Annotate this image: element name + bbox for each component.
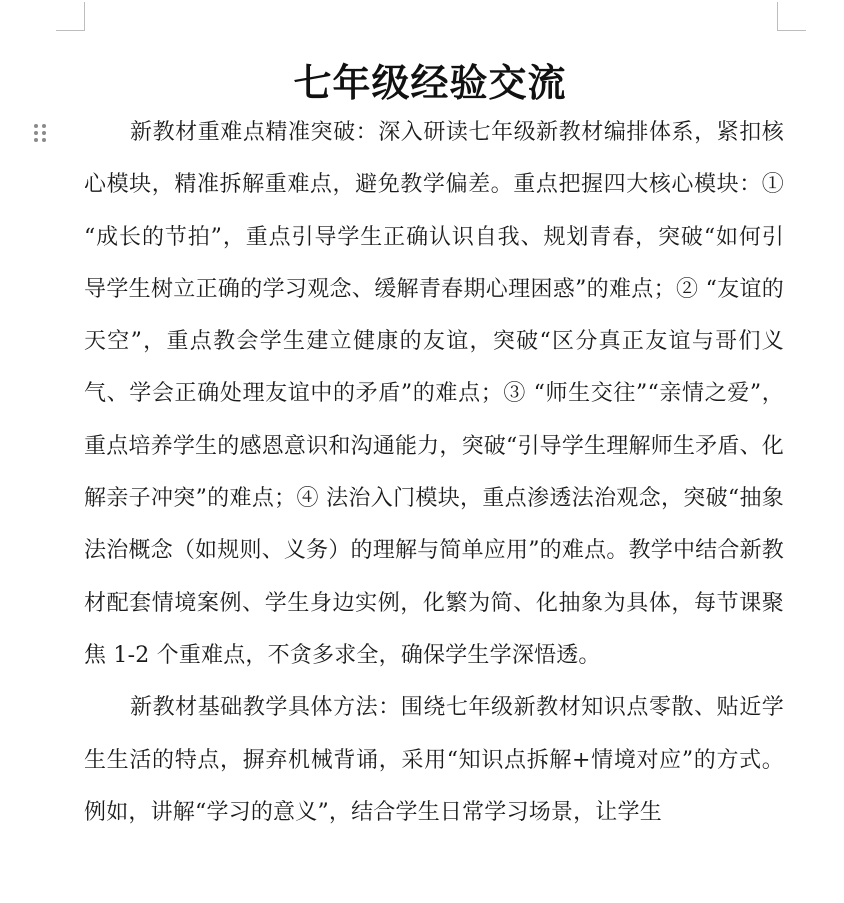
drag-handle-dot — [34, 124, 38, 128]
crop-mark-top-right — [777, 2, 806, 31]
document-title[interactable]: 七年级经验交流 — [293, 60, 567, 106]
drag-handle-dot — [42, 131, 46, 135]
drag-handle-dot — [42, 124, 46, 128]
drag-handle-dot — [34, 131, 38, 135]
drag-handle-dot — [34, 138, 38, 142]
crop-mark-top-left — [56, 2, 85, 31]
drag-handle-dot — [42, 138, 46, 142]
drag-handle-icon[interactable] — [34, 124, 46, 144]
paragraph-key-points[interactable]: 新教材重难点精准突破：深入研读七年级新教材编排体系，紧扣核心模块，精准拆解重难点，避免教学偏差。重点把握四大核心模块：① “成长的节拍”，重点引导学生正确认识自我、规划青春，突破“如何引导学生树立正确的学习观念、缓解青春期心理困惑”的难点；② “友谊的天空”，重点教会学生建立健康的友谊，突破“区分真正友谊与哥们义气、学会正确处理友谊中的矛盾”的难点；③ “师生交往”“亲情之爱”，重点培养学生的感恩意识和沟通能力，突破“引导学生理解师生矛盾、化解亲子冲突”的难点；④ 法治入门模块，重点渗透法治观念，突破“抽象法治概念（如规则、义务）的理解与简单应用”的难点。教学中结合新教材配套情境案例、学生身边实例，化繁为简、化抽象为具体，每节课聚焦 1-2 个重难点，不贪多求全，确保学生学深悟透。 — [84, 120, 784, 668]
document-body[interactable] — [84, 107, 784, 839]
paragraph-basic-methods[interactable]: 新教材基础教学具体方法：围绕七年级新教材知识点零散、贴近学生生活的特点，摒弃机械背诵，采用“知识点拆解+情境对应”的方式。例如，讲解“学习的意义”，结合学生日常学习场景，让学生 — [84, 695, 784, 825]
